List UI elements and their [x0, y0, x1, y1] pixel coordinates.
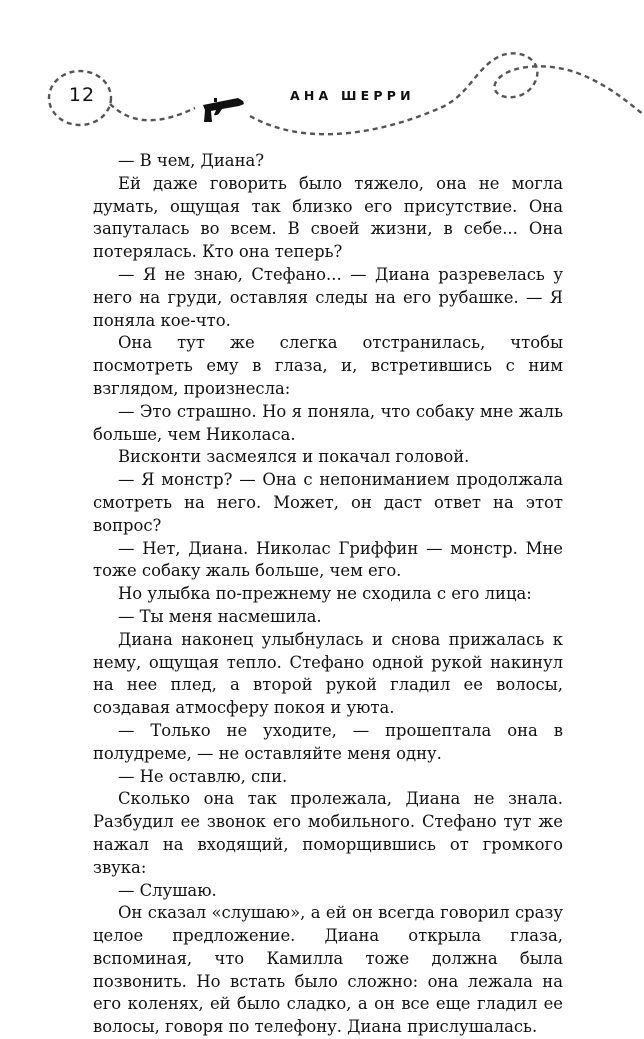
- paragraph: Ей даже говорить было тяжело, она не могла думать, ощущая так близко его присутствие. Она запуталась во всем. В своей жизни, в себе... Она потерялась. Кто она теперь?: [93, 173, 563, 262]
- page-number: 12: [68, 84, 96, 106]
- paragraph: Она тут же слегка отстранилась, чтобы посмотреть ему в глаза, и, встретившись с ним взглядом, произнесла:: [93, 333, 563, 398]
- running-head-author: АНА ШЕРРИ: [290, 88, 415, 103]
- paragraph: — Слушаю.: [118, 880, 217, 900]
- dashed-trail-left: [110, 104, 195, 120]
- paragraph: Висконти засмеялся и покачал головой.: [118, 447, 470, 467]
- paragraph: Он сказал «слушаю», а ей он всегда говорил сразу целое предложение. Диана открыла глаза, вспоминая, что Камилла тоже должна была позвонить. Но встать было сложно: она лежала на его коленях, ей было сладко, а он все еще гладил ее волосы, говоря по телефону. Диана прислушалась.: [93, 903, 563, 1037]
- paragraph: — Только не уходите, — прошептала она в полудреме, — не оставляйте меня одну.: [93, 720, 563, 763]
- paragraph: — Не оставлю, спи.: [118, 766, 288, 786]
- paragraph: — Ты меня насмешила.: [118, 606, 322, 626]
- paragraph: — В чем, Диана?: [118, 151, 265, 170]
- paragraph: Но улыбка по-прежнему не сходила с его лица:: [118, 584, 532, 604]
- paragraph: Сколько она так пролежала, Диана не знала. Разбудил ее звонок его мобильного. Стефано тут же нажал на входящий, поморщившись от громкого звука:: [93, 789, 563, 877]
- paragraph: — Я монстр? — Она с непониманием продолжала смотреть на него. Может, он даст ответ на этот вопрос?: [93, 470, 563, 535]
- paragraph: — Это страшно. Но я поняла, что собаку мне жаль больше, чем Николаса.: [93, 401, 563, 444]
- paragraph: — Нет, Диана. Николас Гриффин — монстр. Мне тоже собаку жаль больше, чем его.: [93, 538, 563, 581]
- paragraph: — Я не знаю, Стефано... — Диана разревелась у него на груди, оставляя следы на его рубашке. — Я поняла кое-что.: [93, 264, 563, 330]
- pistol-icon: [198, 95, 248, 123]
- dashed-path-ornament: [0, 0, 644, 150]
- paragraph: Диана наконец улыбнулась и снова прижалась к нему, ощущая тепло. Стефано одной рукой накинул на нее плед, а второй рукой гладил ее волосы, создавая атмосферу покоя и уюта.: [93, 629, 563, 718]
- body-text: [93, 150, 563, 1039]
